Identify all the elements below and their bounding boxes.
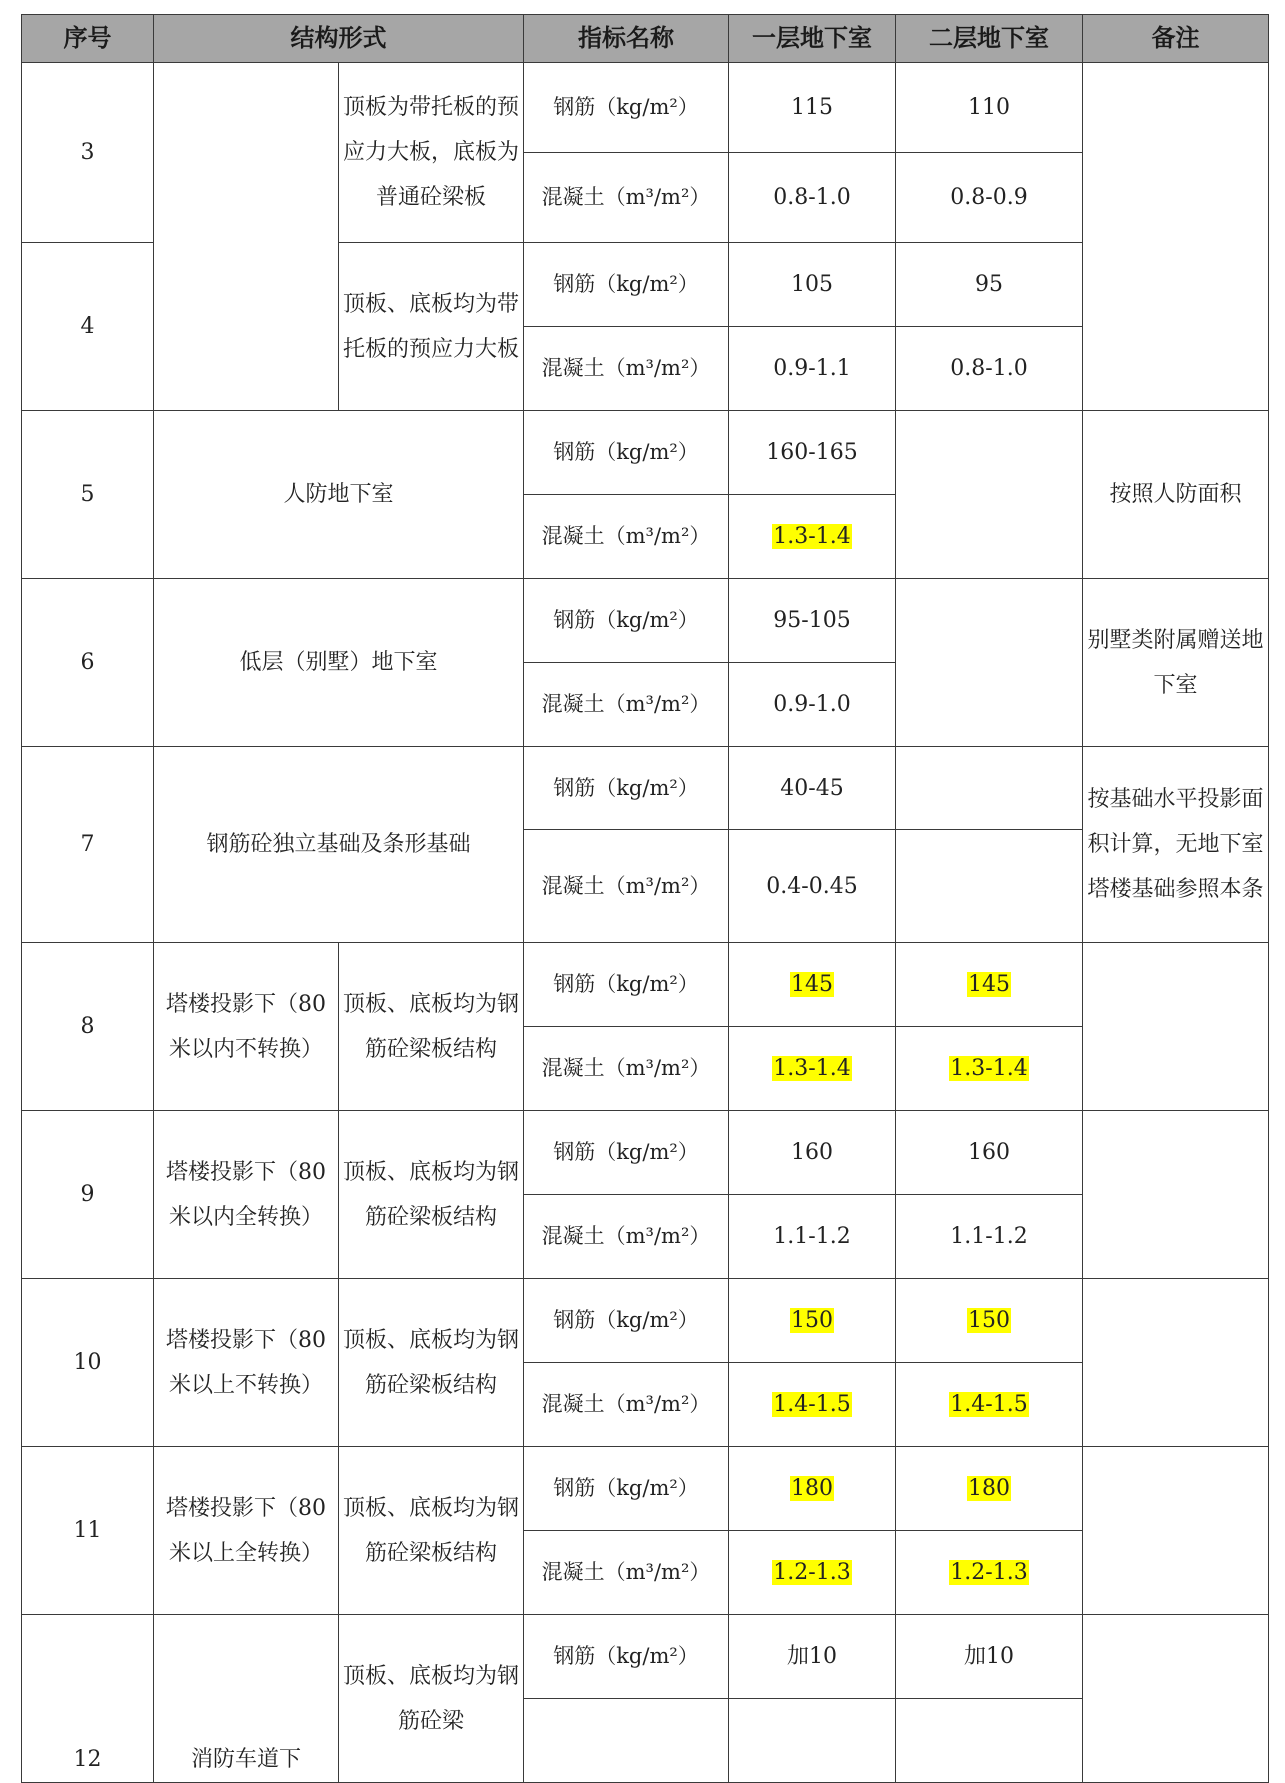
seq-cell: 3: [22, 63, 154, 243]
highlighted-value: 1.2-1.3: [950, 1560, 1028, 1585]
value-b1: 0.9-1.0: [729, 663, 896, 747]
structure-desc-cell: 顶板为带托板的预应力大板，底板为普通砼梁板: [339, 63, 524, 243]
value-b2: [896, 1279, 1083, 1363]
structure-desc-cell: 顶板、底板均为钢筋砼梁板结构: [339, 1111, 524, 1279]
header-seq: 序号: [22, 15, 154, 63]
metric-concrete: 混凝土（m³/m²）: [524, 495, 729, 579]
header-metric: 指标名称: [524, 15, 729, 63]
value-b1: 加10: [729, 1615, 896, 1699]
value-b2: 0.8-0.9: [896, 153, 1083, 243]
value-b1: [729, 1699, 896, 1783]
value-b2: 160: [896, 1111, 1083, 1195]
value-b2: [896, 1363, 1083, 1447]
value-b1: 115: [729, 63, 896, 153]
index-table: [21, 14, 1269, 1783]
value-b2: 0.8-1.0: [896, 327, 1083, 411]
category-cell: 塔楼投影下（80米以上不转换）: [154, 1279, 339, 1447]
metric-concrete: 混凝土（m³/m²）: [524, 1195, 729, 1279]
value-b1: [729, 1027, 896, 1111]
value-b1: 0.4-0.45: [729, 830, 896, 943]
metric-rebar: 钢筋（kg/m²）: [524, 1279, 729, 1363]
highlighted-value: 1.4-1.5: [950, 1392, 1028, 1417]
category-cell: 消防车道下: [154, 1615, 339, 1783]
table-row: [22, 747, 1269, 830]
value-b2: 110: [896, 63, 1083, 153]
value-b2-empty: [896, 411, 1083, 579]
metric-concrete: 混凝土（m³/m²）: [524, 1363, 729, 1447]
value-b2-empty: [896, 579, 1083, 747]
metric-rebar: 钢筋（kg/m²）: [524, 411, 729, 495]
metric-empty: [524, 1699, 729, 1783]
value-b1: 0.8-1.0: [729, 153, 896, 243]
value-b1: 1.1-1.2: [729, 1195, 896, 1279]
seq-cell: 10: [22, 1279, 154, 1447]
seq-cell: 5: [22, 411, 154, 579]
highlighted-value: 180: [968, 1476, 1010, 1501]
note-cell: 按照人防面积: [1083, 411, 1269, 579]
value-b1: [729, 1279, 896, 1363]
header-note: 备注: [1083, 15, 1269, 63]
header-b1: 一层地下室: [729, 15, 896, 63]
value-b1: 105: [729, 243, 896, 327]
highlighted-value: 1.3-1.4: [773, 524, 851, 549]
value-b1: [729, 943, 896, 1027]
structure-desc-cell: 顶板、底板均为钢筋砼梁板结构: [339, 943, 524, 1111]
note-cell: [1083, 1111, 1269, 1279]
value-b2: [896, 943, 1083, 1027]
metric-rebar: 钢筋（kg/m²）: [524, 943, 729, 1027]
metric-rebar: 钢筋（kg/m²）: [524, 1447, 729, 1531]
category-cell: 塔楼投影下（80米以内不转换）: [154, 943, 339, 1111]
metric-rebar: 钢筋（kg/m²）: [524, 579, 729, 663]
seq-cell: 4: [22, 243, 154, 411]
structure-group-cell: [154, 63, 339, 411]
seq-cell: 12: [22, 1615, 154, 1783]
table-row: [22, 411, 1269, 495]
note-cell: [1083, 1447, 1269, 1615]
table-row: [22, 1279, 1269, 1363]
metric-concrete: 混凝土（m³/m²）: [524, 830, 729, 943]
metric-rebar: 钢筋（kg/m²）: [524, 747, 729, 830]
metric-concrete: 混凝土（m³/m²）: [524, 327, 729, 411]
table-row: [22, 1447, 1269, 1531]
table-row: [22, 63, 1269, 153]
structure-desc-cell: 顶板、底板均为钢筋砼梁: [339, 1615, 524, 1783]
highlighted-value: 1.4-1.5: [773, 1392, 851, 1417]
seq-cell: 11: [22, 1447, 154, 1615]
value-b1: 160: [729, 1111, 896, 1195]
seq-cell: 6: [22, 579, 154, 747]
metric-concrete: 混凝土（m³/m²）: [524, 1027, 729, 1111]
highlighted-value: 150: [791, 1308, 833, 1333]
highlighted-value: 145: [968, 972, 1010, 997]
value-b2: [896, 1699, 1083, 1783]
metric-rebar: 钢筋（kg/m²）: [524, 1615, 729, 1699]
note-cell: [1083, 1279, 1269, 1447]
note-cell: 别墅类附属赠送地下室: [1083, 579, 1269, 747]
value-b2: [896, 1447, 1083, 1531]
value-b1: 160-165: [729, 411, 896, 495]
seq-cell: 7: [22, 747, 154, 943]
metric-rebar: 钢筋（kg/m²）: [524, 63, 729, 153]
note-cell: [1083, 943, 1269, 1111]
highlighted-value: 1.3-1.4: [773, 1056, 851, 1081]
note-cell: [1083, 1615, 1269, 1783]
note-cell: 按基础水平投影面积计算，无地下室塔楼基础参照本条: [1083, 747, 1269, 943]
value-b2: 95: [896, 243, 1083, 327]
table-row: [22, 943, 1269, 1027]
highlighted-value: 180: [791, 1476, 833, 1501]
value-b2: [896, 1531, 1083, 1615]
value-b2: 加10: [896, 1615, 1083, 1699]
value-b2-empty: [896, 747, 1083, 830]
seq-cell: 9: [22, 1111, 154, 1279]
seq-cell: 8: [22, 943, 154, 1111]
metric-rebar: 钢筋（kg/m²）: [524, 243, 729, 327]
structure-desc-cell: 顶板、底板均为钢筋砼梁板结构: [339, 1279, 524, 1447]
value-b1: 0.9-1.1: [729, 327, 896, 411]
note-cell: [1083, 63, 1269, 411]
category-cell: 塔楼投影下（80米以内全转换）: [154, 1111, 339, 1279]
value-b2-empty: [896, 830, 1083, 943]
metric-concrete: 混凝土（m³/m²）: [524, 1531, 729, 1615]
highlighted-value: 150: [968, 1308, 1010, 1333]
header-structure: 结构形式: [154, 15, 524, 63]
metric-rebar: 钢筋（kg/m²）: [524, 1111, 729, 1195]
value-b1: [729, 495, 896, 579]
value-b1: [729, 1363, 896, 1447]
highlighted-value: 1.3-1.4: [950, 1056, 1028, 1081]
value-b1: [729, 1531, 896, 1615]
value-b1: 95-105: [729, 579, 896, 663]
structure-cell: 人防地下室: [154, 411, 524, 579]
highlighted-value: 1.2-1.3: [773, 1560, 851, 1585]
highlighted-value: 145: [791, 972, 833, 997]
metric-concrete: 混凝土（m³/m²）: [524, 153, 729, 243]
structure-cell: 低层（别墅）地下室: [154, 579, 524, 747]
value-b1: 40-45: [729, 747, 896, 830]
header-b2: 二层地下室: [896, 15, 1083, 63]
value-b2: 1.1-1.2: [896, 1195, 1083, 1279]
structure-cell: 钢筋砼独立基础及条形基础: [154, 747, 524, 943]
category-cell: 塔楼投影下（80米以上全转换）: [154, 1447, 339, 1615]
metric-concrete: 混凝土（m³/m²）: [524, 663, 729, 747]
structure-desc-cell: 顶板、底板均为带托板的预应力大板: [339, 243, 524, 411]
table-row: [22, 1111, 1269, 1195]
header-row: [22, 15, 1269, 63]
table-row: [22, 1615, 1269, 1699]
value-b1: [729, 1447, 896, 1531]
value-b2: [896, 1027, 1083, 1111]
table-row: [22, 579, 1269, 663]
structure-desc-cell: 顶板、底板均为钢筋砼梁板结构: [339, 1447, 524, 1615]
